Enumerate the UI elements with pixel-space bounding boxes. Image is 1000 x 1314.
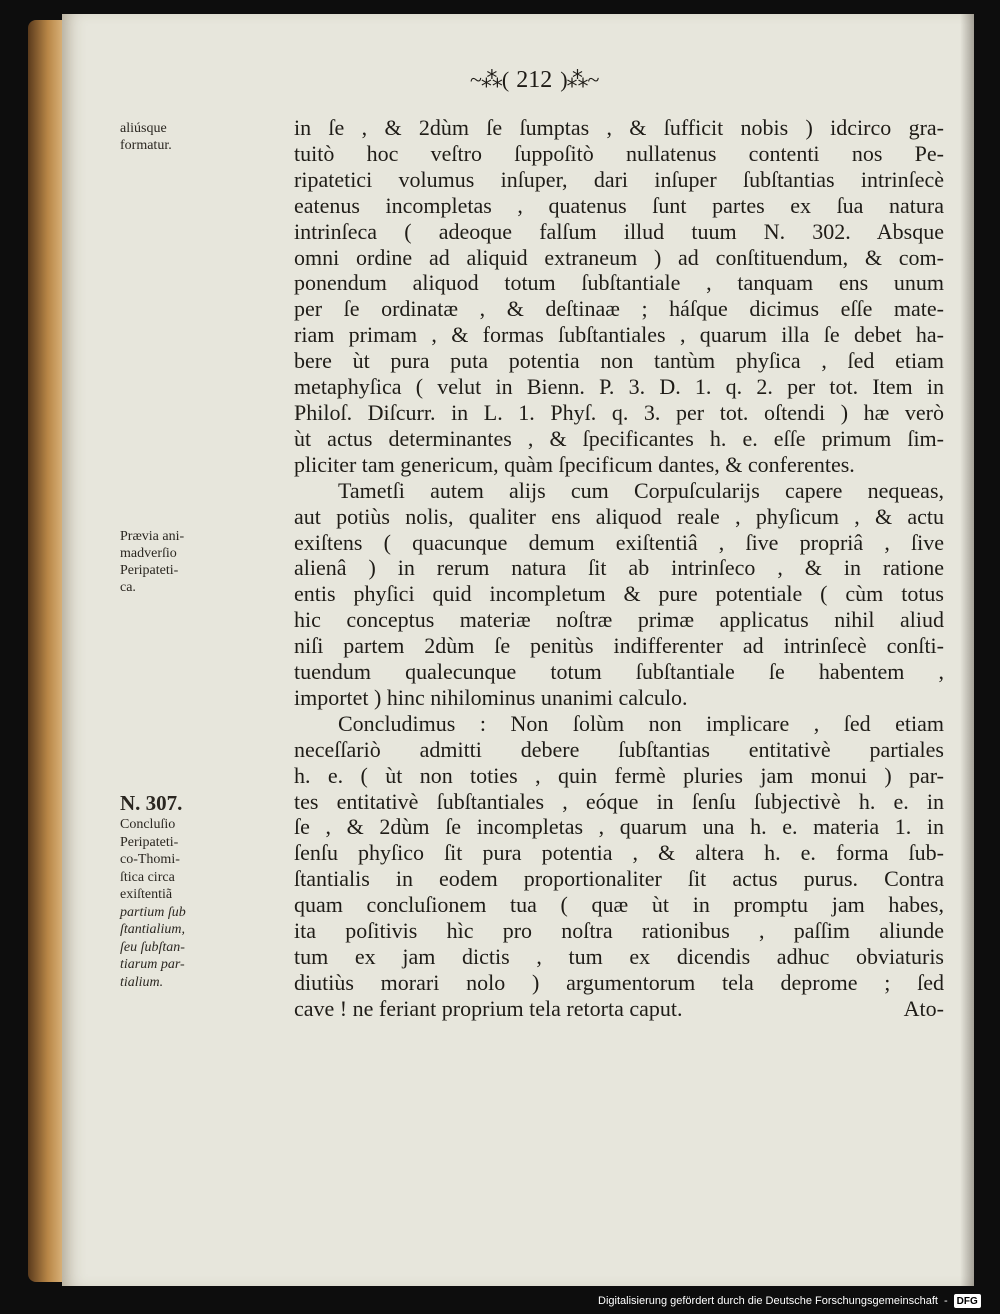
text-line: metaphyſica ( velut in Bienn. P. 3. D. 1. q. 2. per tot. Item in bbox=[294, 374, 944, 400]
text-line: entis phyſici quid incompletum & pure potentiale ( cùm totus bbox=[294, 581, 944, 607]
text-line: tes entitativè ſubſtantiales , eóque in ſenſu ſubjectivè h. e. in bbox=[294, 788, 944, 814]
margin-note-line: partium ſub bbox=[120, 904, 186, 920]
text-line: ſtantialis in eodem proportionaliter ſit actus purus. Contra bbox=[294, 866, 944, 892]
text-line: Philoſ. Diſcurr. in L. 1. Phyſ. q. 3. per tot. oſtendi ) hæ verò bbox=[294, 399, 944, 425]
text-line: quam concluſionem tua ( quæ ùt in promptu jam habes, bbox=[294, 892, 944, 918]
text-line: omni ordine ad aliquid extraneum ) ad conſtituendum, & com- bbox=[294, 244, 944, 270]
text-line: bere ùt pura puta potentia non tantùm phyſica , ſed etiam bbox=[294, 348, 944, 374]
text-line: ſenſu phyſico ſit pura potentia , & altera h. e. forma ſub- bbox=[294, 840, 944, 866]
margin-note-3 bbox=[120, 790, 240, 991]
margin-note-line: ſeu ſubſtan- bbox=[120, 939, 185, 955]
margin-note-line: tialium. bbox=[120, 974, 164, 990]
margin-note-line: tiarum par- bbox=[120, 957, 185, 972]
margin-note-line: madverſio bbox=[120, 546, 177, 561]
margin-note-line: exiſtentiã bbox=[120, 887, 173, 902]
margin-note-line: ſtica circa bbox=[120, 869, 175, 885]
text-line: importet ) hinc nihilominus unanimi calculo. bbox=[294, 684, 688, 710]
page-number: 212 bbox=[516, 66, 553, 93]
margin-note-line: ca. bbox=[120, 580, 136, 595]
text-line: riam primam , & formas ſubſtantiales , quarum illa ſe debet ha- bbox=[294, 322, 944, 348]
body-text bbox=[294, 115, 944, 1022]
text-line: niſi partem 2dùm ſe penitùs indifferenter ad intrinſecè conſti- bbox=[294, 633, 944, 659]
text-line: per ſe ordinatæ , & deſtinaæ ; háſque dicimus eſſe mate- bbox=[294, 296, 944, 322]
text-line: eatenus incompletas , quatenus ſunt partes ex ſua natura bbox=[294, 192, 944, 218]
text-line: ſe , & 2dùm ſe incompletas , quarum una h. e. materia 1. in bbox=[294, 814, 944, 840]
text-line: hic conceptus materiæ noſtræ primæ applicatus nihil aliud bbox=[294, 607, 944, 633]
text-line: intrinſeca ( adeoque falſum illud tuum N. 302. Absque bbox=[294, 218, 944, 244]
footer-credit bbox=[598, 1291, 994, 1311]
page-header bbox=[470, 62, 598, 98]
dfg-logo-icon: DFG bbox=[954, 1294, 981, 1308]
margin-note-line: co-Thomi- bbox=[120, 852, 180, 867]
text-line: diutiùs morari nolo ) argumentorum tela deprome ; ſed bbox=[294, 969, 944, 995]
margin-note-line: Peripateti- bbox=[120, 834, 179, 850]
text-line: Concludimus : Non ſolùm non implicare , ſed etiam bbox=[338, 710, 944, 736]
page-shadow bbox=[960, 14, 974, 1286]
text-line: Tametſi autem alijs cum Corpuſcularijs capere nequeas, bbox=[338, 477, 944, 503]
text-line: h. e. ( ùt non toties , quin fermè pluries jam monui ) par- bbox=[294, 762, 944, 788]
text-line: ùt actus determinantes , & ſpecificantes h. e. eſſe primum ſim- bbox=[294, 425, 944, 451]
margin-note-line: Concluſio bbox=[120, 817, 176, 832]
text-line: tuendum qualecunque totum ſubſtantiale ſe habentem , bbox=[294, 659, 944, 685]
text-line: alienâ ) in rerum natura ſit ab intrinſeco , & in ratione bbox=[294, 555, 944, 581]
margin-note-1 bbox=[120, 120, 240, 154]
catchword: Ato- bbox=[903, 995, 944, 1021]
margin-note-line: ſtantialium, bbox=[120, 922, 185, 937]
text-line: tuitò hoc veſtro ſuppoſitò nullatenus contenti nos Pe- bbox=[294, 140, 944, 166]
text-line: ponendum aliquod totum ſubſtantiale , tanquam ens unum bbox=[294, 270, 944, 296]
text-line: ripatetici volumus inſuper, dari inſuper ſubſtantias intrinſecè bbox=[294, 166, 944, 192]
header-ornament-right: )⁂~ bbox=[560, 67, 599, 92]
text-line: cave ! ne feriant proprium tela retorta caput. bbox=[294, 995, 683, 1021]
section-number: N. 307. bbox=[120, 791, 183, 815]
footer-text: Digitalisierung gefördert durch die Deutsche Forschungsgemeinschaft bbox=[598, 1295, 938, 1307]
header-ornament-left: ~⁂( bbox=[470, 67, 509, 92]
margin-note-line: aliúsque bbox=[120, 121, 167, 136]
text-line: aut potiùs nolis, qualiter ens aliquod reale , phyſicum , & actu bbox=[294, 503, 944, 529]
text-line: neceſſariò admitti debere ſubſtantias entitativè partiales bbox=[294, 736, 944, 762]
margin-note-2 bbox=[120, 528, 240, 596]
footer-separator: - bbox=[943, 1295, 948, 1307]
text-line: pliciter tam genericum, quàm ſpecificum dantes, & conferentes. bbox=[294, 451, 855, 477]
text-line: ita poſitivis hìc pro noſtra rationibus , paſſim aliunde bbox=[294, 918, 944, 944]
text-line: tum ex jam dictis , tum ex dicendis adhuc obviaturis bbox=[294, 944, 944, 969]
margin-note-line: formatur. bbox=[120, 138, 172, 153]
margin-note-line: Peripateti- bbox=[120, 563, 179, 578]
text-line: exiſtens ( quacunque demum exiſtentiâ , ſive propriâ , ſive bbox=[294, 529, 944, 555]
text-line: in ſe , & 2dùm ſe ſumptas , & ſufficit nobis ) idcirco gra- bbox=[294, 115, 944, 140]
margin-note-line: Prævia ani- bbox=[120, 529, 185, 544]
